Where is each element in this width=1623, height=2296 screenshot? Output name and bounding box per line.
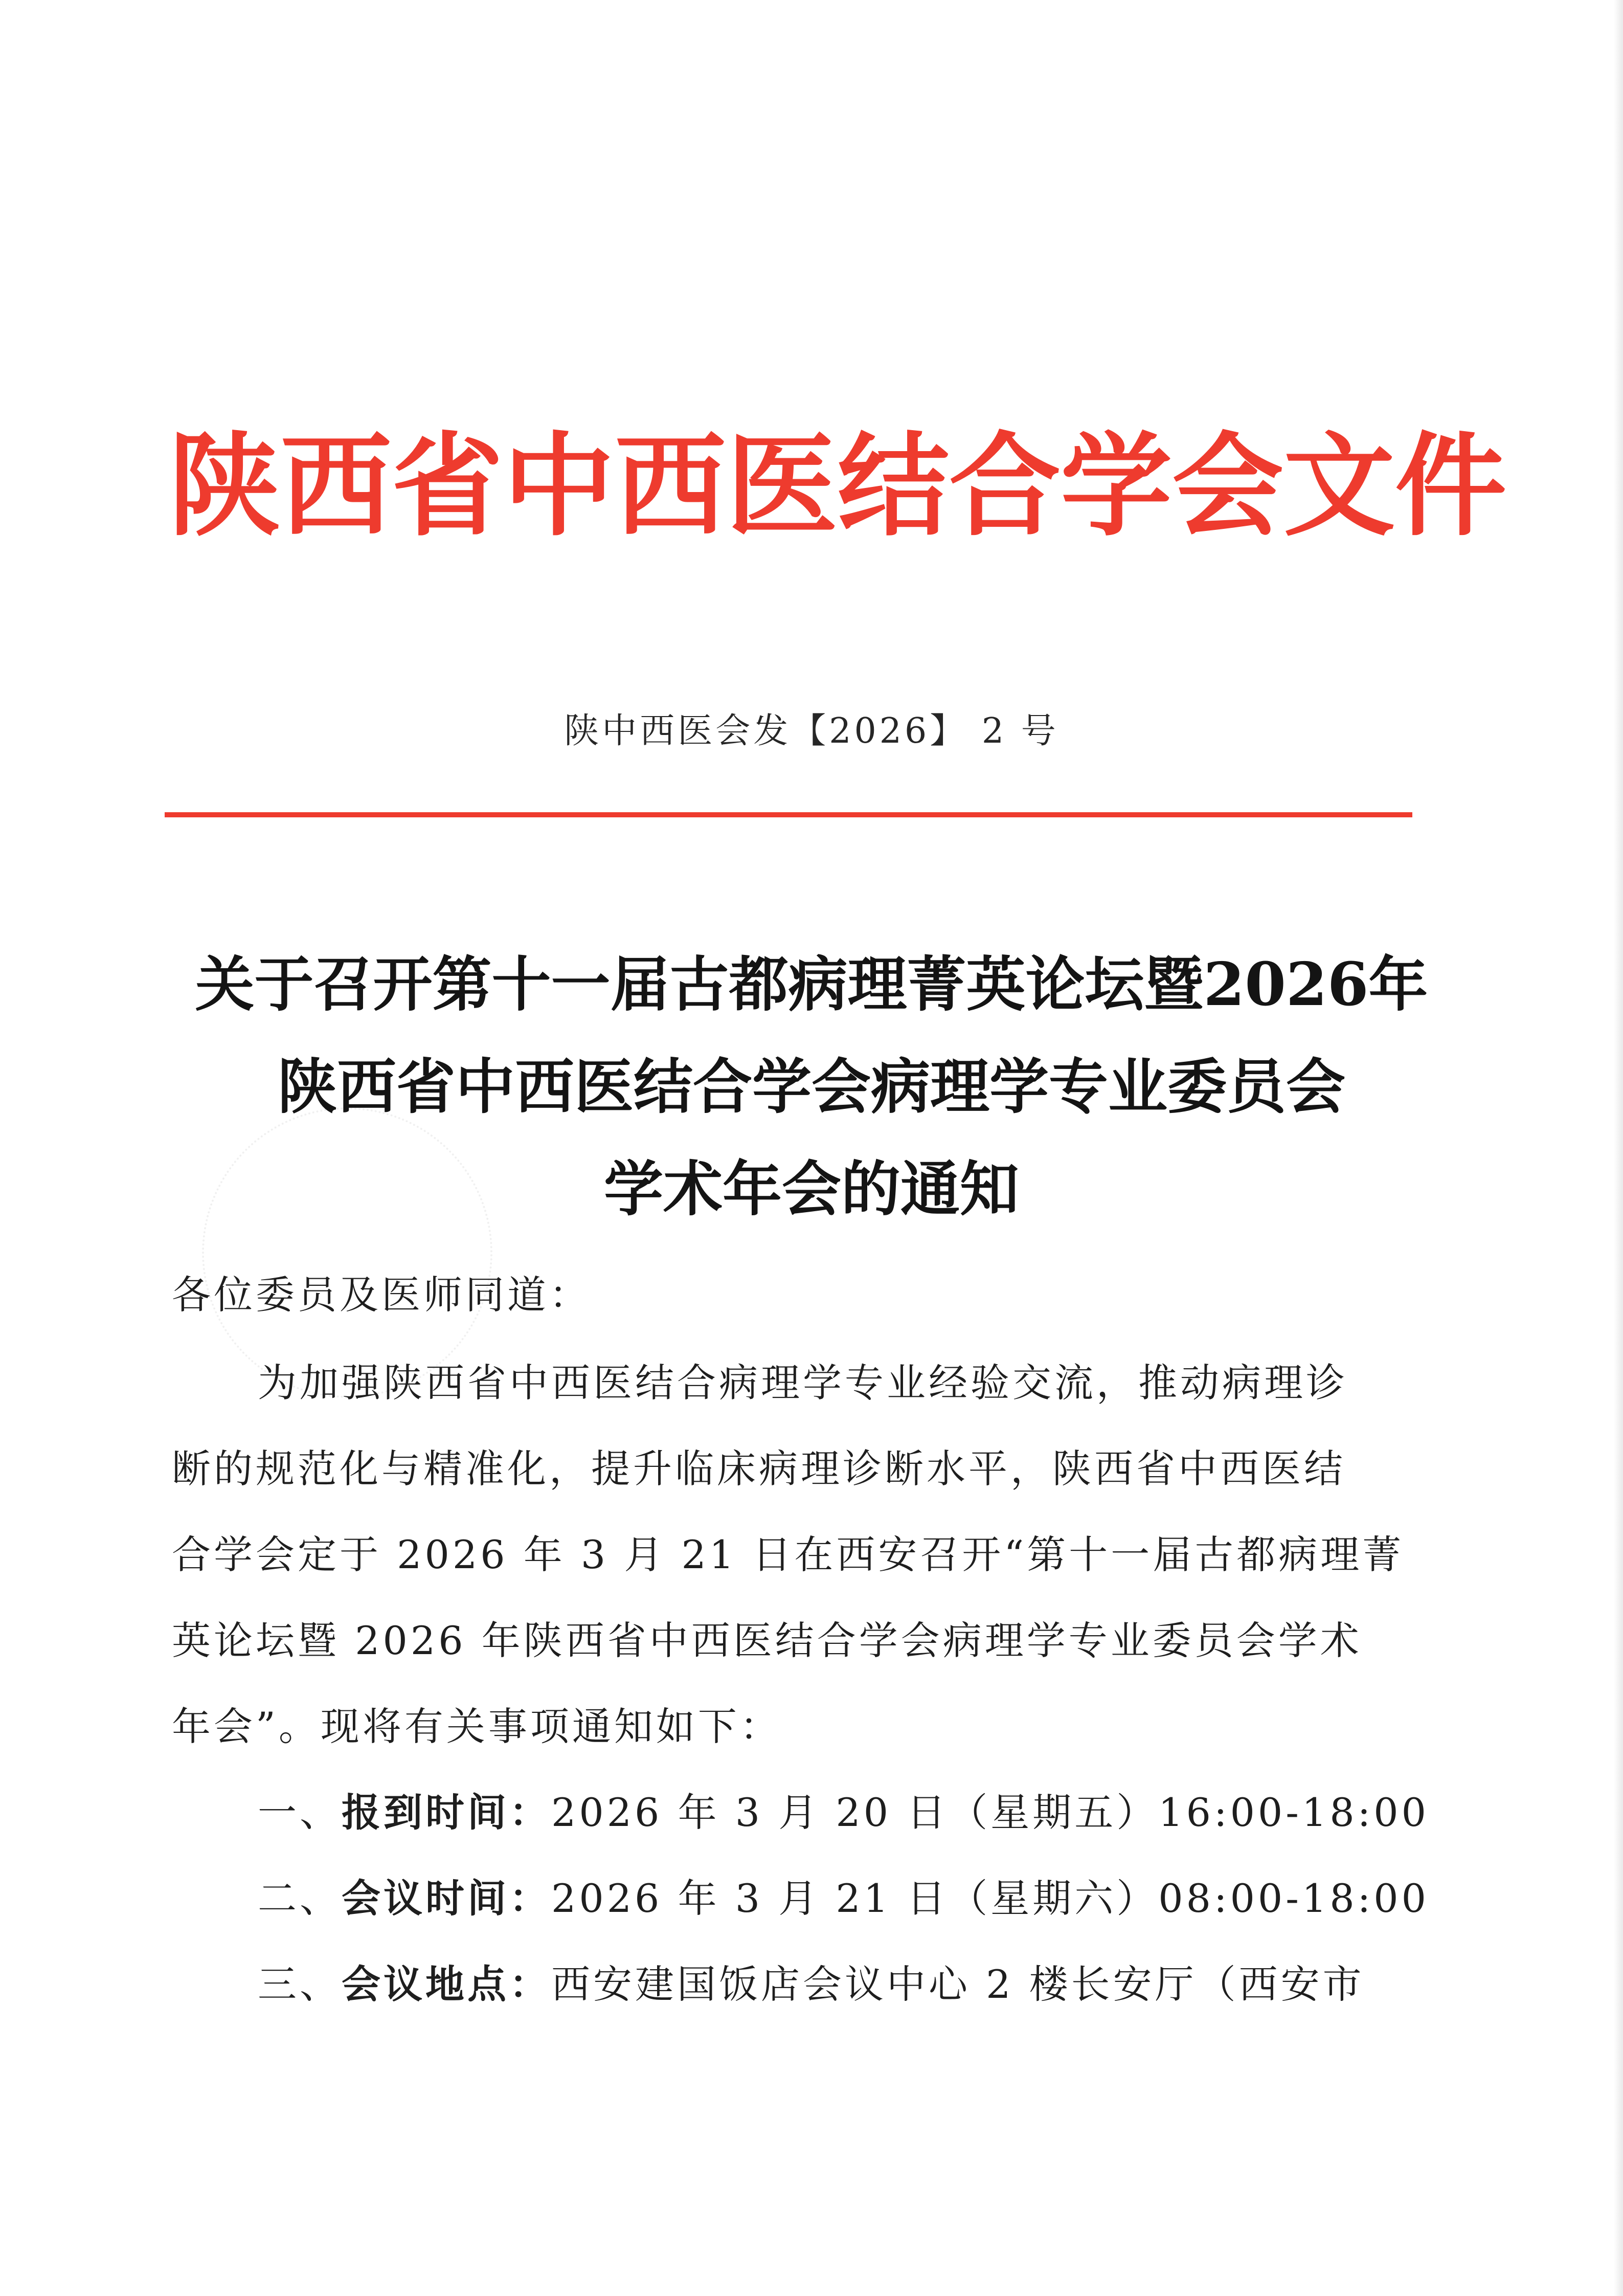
- item-value: 2026 年 3 月 20 日（星期五）16:00-18:00: [551, 1790, 1429, 1835]
- title-line-2: 陕西省中西医结合学会病理学专业委员会: [278, 1052, 1345, 1122]
- notice-title: [0, 933, 1623, 1240]
- item-prefix: 三、: [258, 1961, 342, 2007]
- item-prefix: 二、: [258, 1876, 342, 1921]
- document-number: 陕中西医会发【2026】 2 号: [564, 711, 1059, 751]
- paragraph-line: 英论坛暨 2026 年陕西省中西医结合学会病理学专业委员会学术: [172, 1618, 1362, 1663]
- item-meeting-time: [258, 1856, 1429, 1942]
- item-label: 会议地点：: [342, 1961, 551, 2007]
- paragraph-line: 为加强陕西省中西医结合病理学专业经验交流，推动病理诊: [258, 1360, 1348, 1406]
- item-label: 报到时间：: [342, 1790, 551, 1835]
- salutation: 各位委员及医师同道：: [172, 1272, 591, 1318]
- letterhead-title: 陕西省中西医结合学会文件: [169, 420, 1506, 551]
- item-label: 会议时间：: [342, 1876, 551, 1921]
- item-meeting-venue: [258, 1942, 1413, 2027]
- title-line-3: 学术年会的通知: [604, 1154, 1019, 1224]
- item-prefix: 一、: [258, 1790, 342, 1835]
- paragraph-line: 断的规范化与精准化，提升临床病理诊断水平，陕西省中西医结: [172, 1446, 1346, 1491]
- paragraph-line: 合学会定于 2026 年 3 月 21 日在西安召开“第十一届古都病理菁: [172, 1532, 1405, 1577]
- intro-paragraph: [172, 1340, 1409, 1770]
- paragraph-line: 年会”。现将有关事项通知如下：: [172, 1704, 782, 1749]
- red-divider-rule: [165, 812, 1412, 817]
- item-value: 西安建国饭店会议中心 2 楼长安厅（西安市: [551, 1961, 1365, 2007]
- title-line-1: 关于召开第十一届古都病理菁英论坛暨2026年: [195, 950, 1428, 1019]
- item-registration-time: [258, 1770, 1429, 1856]
- item-value: 2026 年 3 月 21 日（星期六）08:00-18:00: [551, 1876, 1429, 1921]
